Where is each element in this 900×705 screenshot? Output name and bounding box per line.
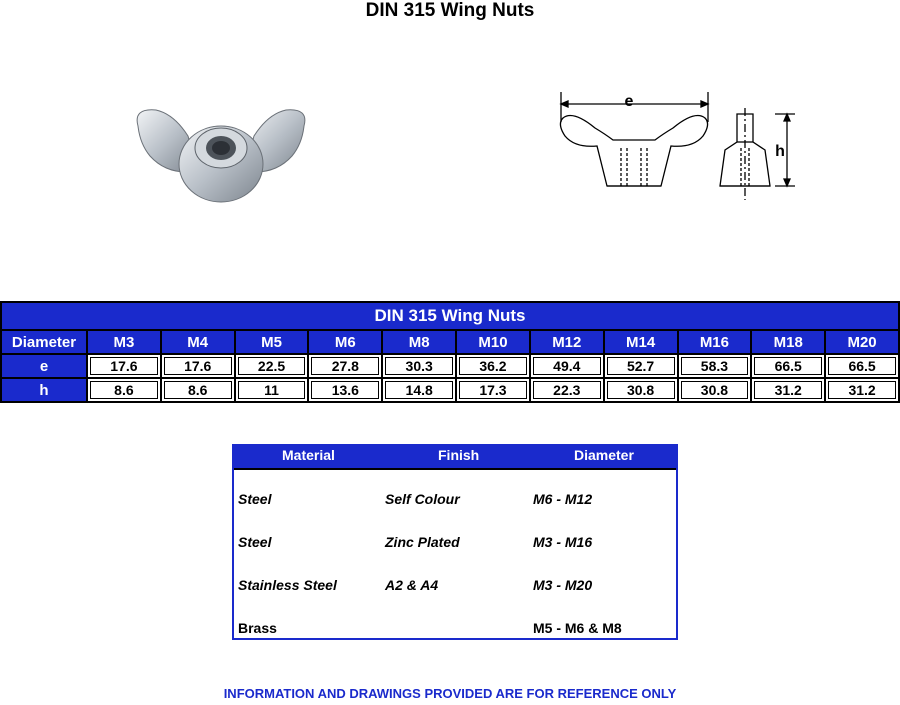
size-header: M18 [751,330,825,354]
material-cell: Brass [238,620,277,636]
size-header: M12 [530,330,604,354]
page-title: DIN 315 Wing Nuts [365,0,535,21]
diameter-header: Diameter [574,447,634,463]
value-cell: 30.8 [678,378,752,402]
dimension-drawing [555,88,805,208]
reference-disclaimer: INFORMATION AND DRAWINGS PROVIDED ARE FOR REFERENCE ONLY [223,686,677,701]
diameter-cell: M5 - M6 & M8 [533,620,622,636]
diameter-cell: M3 - M20 [533,577,593,593]
value-cell: 27.8 [308,354,382,378]
value-cell: 22.3 [530,378,604,402]
row-label-e: e [1,354,87,378]
value-cell: 58.3 [678,354,752,378]
material-cell: Steel [238,491,272,507]
diameter-cell: M6 - M12 [533,491,593,507]
row-label-h: h [1,378,87,402]
size-header: M16 [678,330,752,354]
value-cell: 11 [235,378,309,402]
finish-cell: Zinc Plated [385,534,460,550]
value-cell: 66.5 [825,354,899,378]
size-header: M20 [825,330,899,354]
value-cell: 31.2 [825,378,899,402]
value-cell: 8.6 [87,378,161,402]
dimension-label-h: h [775,143,785,160]
table-row-e [1,354,899,378]
size-header: M10 [456,330,530,354]
value-cell: 31.2 [751,378,825,402]
dimension-table-title: DIN 315 Wing Nuts [1,302,899,330]
value-cell: 66.5 [751,354,825,378]
value-cell: 8.6 [161,378,235,402]
size-header: M8 [382,330,456,354]
finish-cell: Self Colour [385,491,460,507]
size-header-row [1,330,899,354]
wing-nut-photo [128,96,314,208]
table-row-h [1,378,899,402]
value-cell: 36.2 [456,354,530,378]
value-cell: 30.3 [382,354,456,378]
diameter-label: Diameter [1,330,87,354]
size-header: M5 [235,330,309,354]
dimension-table [0,301,900,403]
value-cell: 49.4 [530,354,604,378]
value-cell: 17.3 [456,378,530,402]
value-cell: 13.6 [308,378,382,402]
value-cell: 52.7 [604,354,678,378]
value-cell: 30.8 [604,378,678,402]
diameter-cell: M3 - M16 [533,534,593,550]
size-header: M4 [161,330,235,354]
value-cell: 17.6 [161,354,235,378]
materials-header [234,444,676,470]
finish-header: Finish [438,447,480,463]
size-header: M6 [308,330,382,354]
size-header: M3 [87,330,161,354]
material-cell: Stainless Steel [238,577,337,593]
finish-cell: A2 & A4 [385,577,439,593]
value-cell: 14.8 [382,378,456,402]
material-cell: Steel [238,534,272,550]
dimension-label-e: e [624,93,634,110]
value-cell: 17.6 [87,354,161,378]
material-header: Material [282,447,335,463]
value-cell: 22.5 [235,354,309,378]
size-header: M14 [604,330,678,354]
materials-table [232,444,678,640]
